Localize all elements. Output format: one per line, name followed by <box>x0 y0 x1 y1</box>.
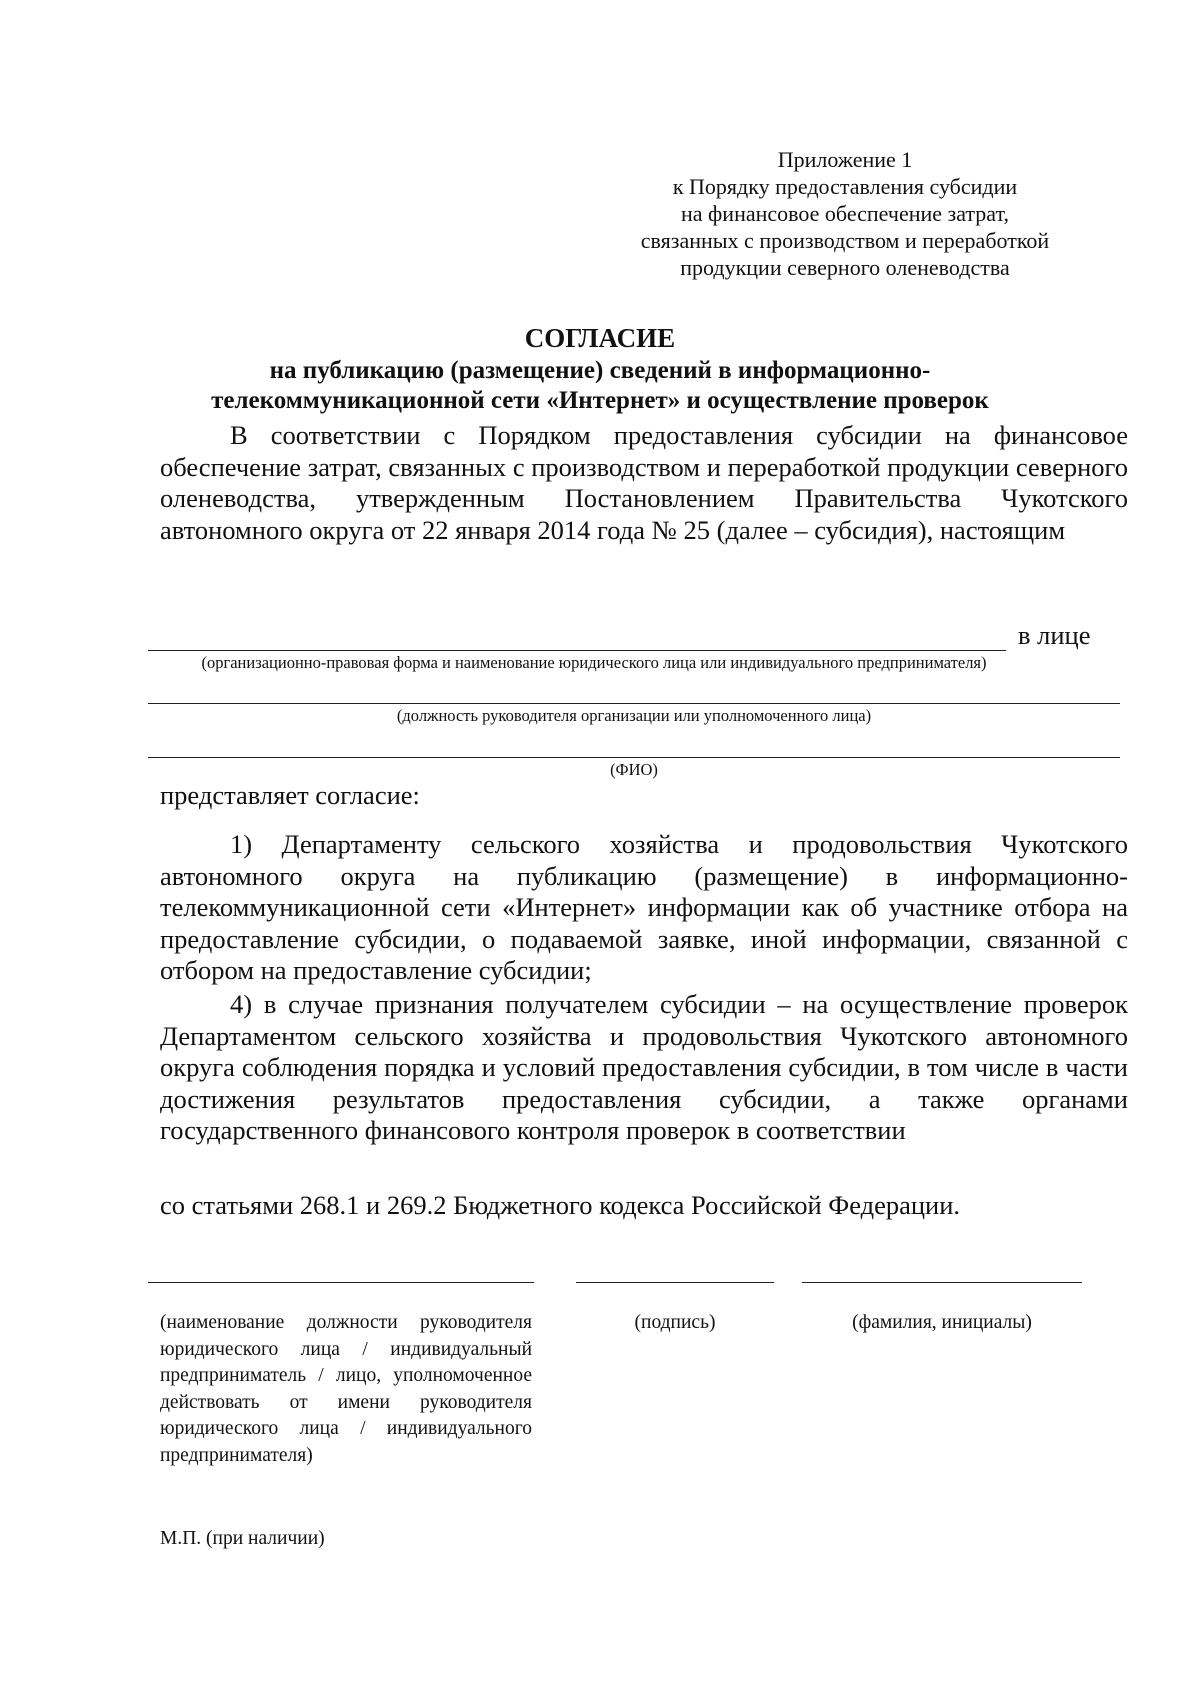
org-name-line <box>148 650 1006 651</box>
appendix-line: связанных с производством и переработкой <box>640 228 1050 253</box>
signature-line <box>576 1282 774 1283</box>
consent-item-4: 4) в случае признания получателем субсидии – на осуществление проверок Департаментом сельского хозяйства и продовольствия Чукотского автономного округа соблюдения порядка и условий предоставления субсидии, в том числе в части достижения результатов предоставления субсидии, а также органами государственного финансового контроля проверок в соответствии <box>160 989 1128 1145</box>
position-signature-line <box>148 1282 534 1283</box>
stamp-placeholder: М.П. (при наличии) <box>160 1528 325 1549</box>
fio-line <box>148 757 1120 758</box>
position-caption: (должность руководителя организации или уполномоченного лица) <box>396 706 872 725</box>
appendix-line: Приложение 1 <box>777 147 913 172</box>
appendix-line: к Порядку предоставления субсидии <box>672 174 1018 199</box>
position-line <box>148 703 1120 704</box>
title-main: СОГЛАСИЕ <box>524 323 676 353</box>
appendix-line: продукции северного оленеводства <box>680 255 1010 280</box>
intro-paragraph: В соответствии с Порядком предоставления субсидии на финансовое обеспечение затрат, связанных с производством и переработкой продукции северного оленеводства, утвержденным Постановлением Правительства Чукотского автономного округа от 22 января 2014 года № 25 (далее – субсидия), настоящим <box>160 420 1128 545</box>
fio-caption: (ФИО) <box>610 760 658 779</box>
appendix-header <box>600 146 1090 281</box>
name-signature-line <box>802 1282 1082 1283</box>
title-line-1: на публикацию (размещение) сведений в информационно- <box>269 357 931 384</box>
consent-item-1: 1) Департаменту сельского хозяйства и продовольствия Чукотского автономного округа на публикацию (размещение) в информационно-телекоммуникационной сети «Интернет» информации как об участнике отбора на предоставление субсидии, о подаваемой заявке, иной информации, связанной с отбором на предоставление субсидии; <box>160 829 1128 985</box>
document-title <box>140 322 1060 416</box>
appendix-line: на финансовое обеспечение затрат, <box>681 201 1009 226</box>
consent-intro: представляет согласие: <box>160 780 420 810</box>
consent-item-4-tail: со статьями 268.1 и 269.2 Бюджетного кодекса Российской Федерации. <box>160 1190 961 1220</box>
in-person-text: в лице <box>1018 620 1091 650</box>
position-signature-caption: (наименование должности руководителя юридического лица / индивидуальный предприниматель / лицо, уполномоченное действовать от имени руководителя юридического лица / индивидуального предпринимателя) <box>160 1312 532 1466</box>
org-caption: (организационно-правовая форма и наименование юридического лица или индивидуального предпринимателя) <box>201 653 987 672</box>
name-caption: (фамилия, инициалы) <box>852 1312 1032 1333</box>
title-line-2: телекоммуникационной сети «Интернет» и осуществление проверок <box>211 387 989 414</box>
signature-caption: (подпись) <box>634 1312 716 1333</box>
